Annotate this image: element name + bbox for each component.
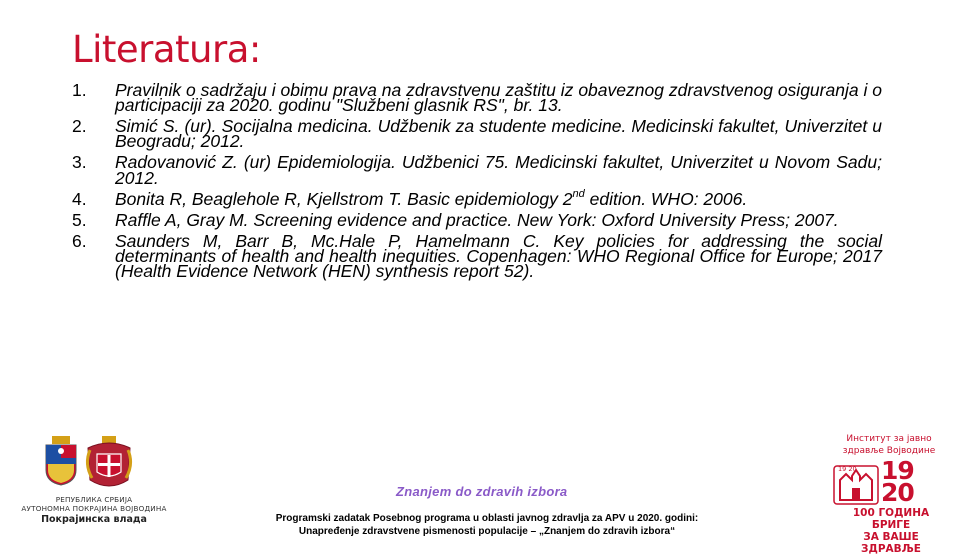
government-line-3: Покрајинска влада — [41, 514, 147, 525]
reference-item — [72, 80, 882, 116]
institute-line-2: здравље Војводине — [842, 446, 936, 456]
reference-text: Raffle A, Gray M. Screening evidence and practice. New York: Oxford University Press; 2007. — [115, 209, 839, 230]
reference-number: 3. — [72, 152, 87, 173]
reference-text-after: edition. WHO: 2006. — [584, 188, 748, 209]
tagline-line-2: ЗА ВАШЕ ЗДРАВЉЕ — [861, 531, 921, 555]
government-label — [10, 495, 178, 526]
reference-number: 2. — [72, 116, 87, 137]
anniversary-year-top: 19 — [881, 456, 914, 485]
reference-item — [72, 116, 882, 152]
tagline-line-1: 100 ГОДИНА БРИГЕ — [852, 507, 930, 531]
reference-superscript: nd — [572, 187, 585, 200]
reference-item — [72, 209, 882, 230]
anniversary-year-bottom: 20 — [881, 478, 914, 507]
footer-line-1: Programski zadatak Posebnog programa u oblasti javnog zdravlja za APV u 2020. godini: — [275, 513, 699, 524]
vojvodina-coat-of-arms-icon — [44, 436, 78, 486]
reference-item — [72, 230, 882, 282]
anniversary-years-small: 19 20 — [838, 465, 857, 473]
reference-text: Pravilnik o sadržaju i obimu prava na zdravstvenu zaštitu iz obaveznog zdravstvenog osiguranja i o participaciji za 2020. godinu "Službeni glasnik RS", br. 13. — [115, 80, 882, 116]
institute-line-1: Институт за јавно — [846, 434, 932, 444]
footer-line-2: Unapređenje zdravstvene pismenosti populacije – „Znanjem do zdravih izbora“ — [298, 526, 676, 537]
campaign-logo: Znanjem do zdravih izbora — [396, 484, 568, 499]
reference-text: Simić S. (ur). Socijalna medicina. Udžbenik za studente medicine. Medicinski fakultet, Univerzitet u Beogradu; 2012. — [115, 116, 882, 152]
serbia-coat-of-arms-icon — [82, 436, 136, 492]
footer — [222, 512, 752, 538]
slide-title: Literatura: — [72, 28, 261, 71]
reference-number: 4. — [72, 188, 87, 209]
reference-text-before: Bonita R, Beaglehole R, Kjellstrom T. Basic epidemiology 2 — [115, 188, 573, 209]
institute-name — [830, 433, 948, 457]
reference-text: Saunders M, Barr B, Mc.Hale P, Hamelmann C. Key policies for addressing the social determinants of health and health inequities. Copenhagen: WHO Regional Office for Europe; 2017 (Health Evidence Network (HEN) synthesis report 52). — [115, 230, 882, 282]
reference-item — [72, 187, 882, 209]
reference-number: 5. — [72, 209, 87, 230]
anniversary-tagline — [832, 507, 950, 555]
government-line-1: РЕПУБЛИКА СРБИЈА — [55, 495, 133, 504]
reference-text: Radovanović Z. (ur) Epidemiologija. Udžbenici 75. Medicinski fakultet, Univerzitet u Novom Sadu; 2012. — [115, 152, 882, 188]
reference-number: 1. — [72, 80, 87, 100]
government-line-2: АУТОНОМНА ПОКРАЈИНА ВОЈВОДИНА — [21, 504, 167, 513]
reference-list — [72, 80, 882, 285]
reference-number: 6. — [72, 230, 87, 251]
reference-item — [72, 152, 882, 188]
